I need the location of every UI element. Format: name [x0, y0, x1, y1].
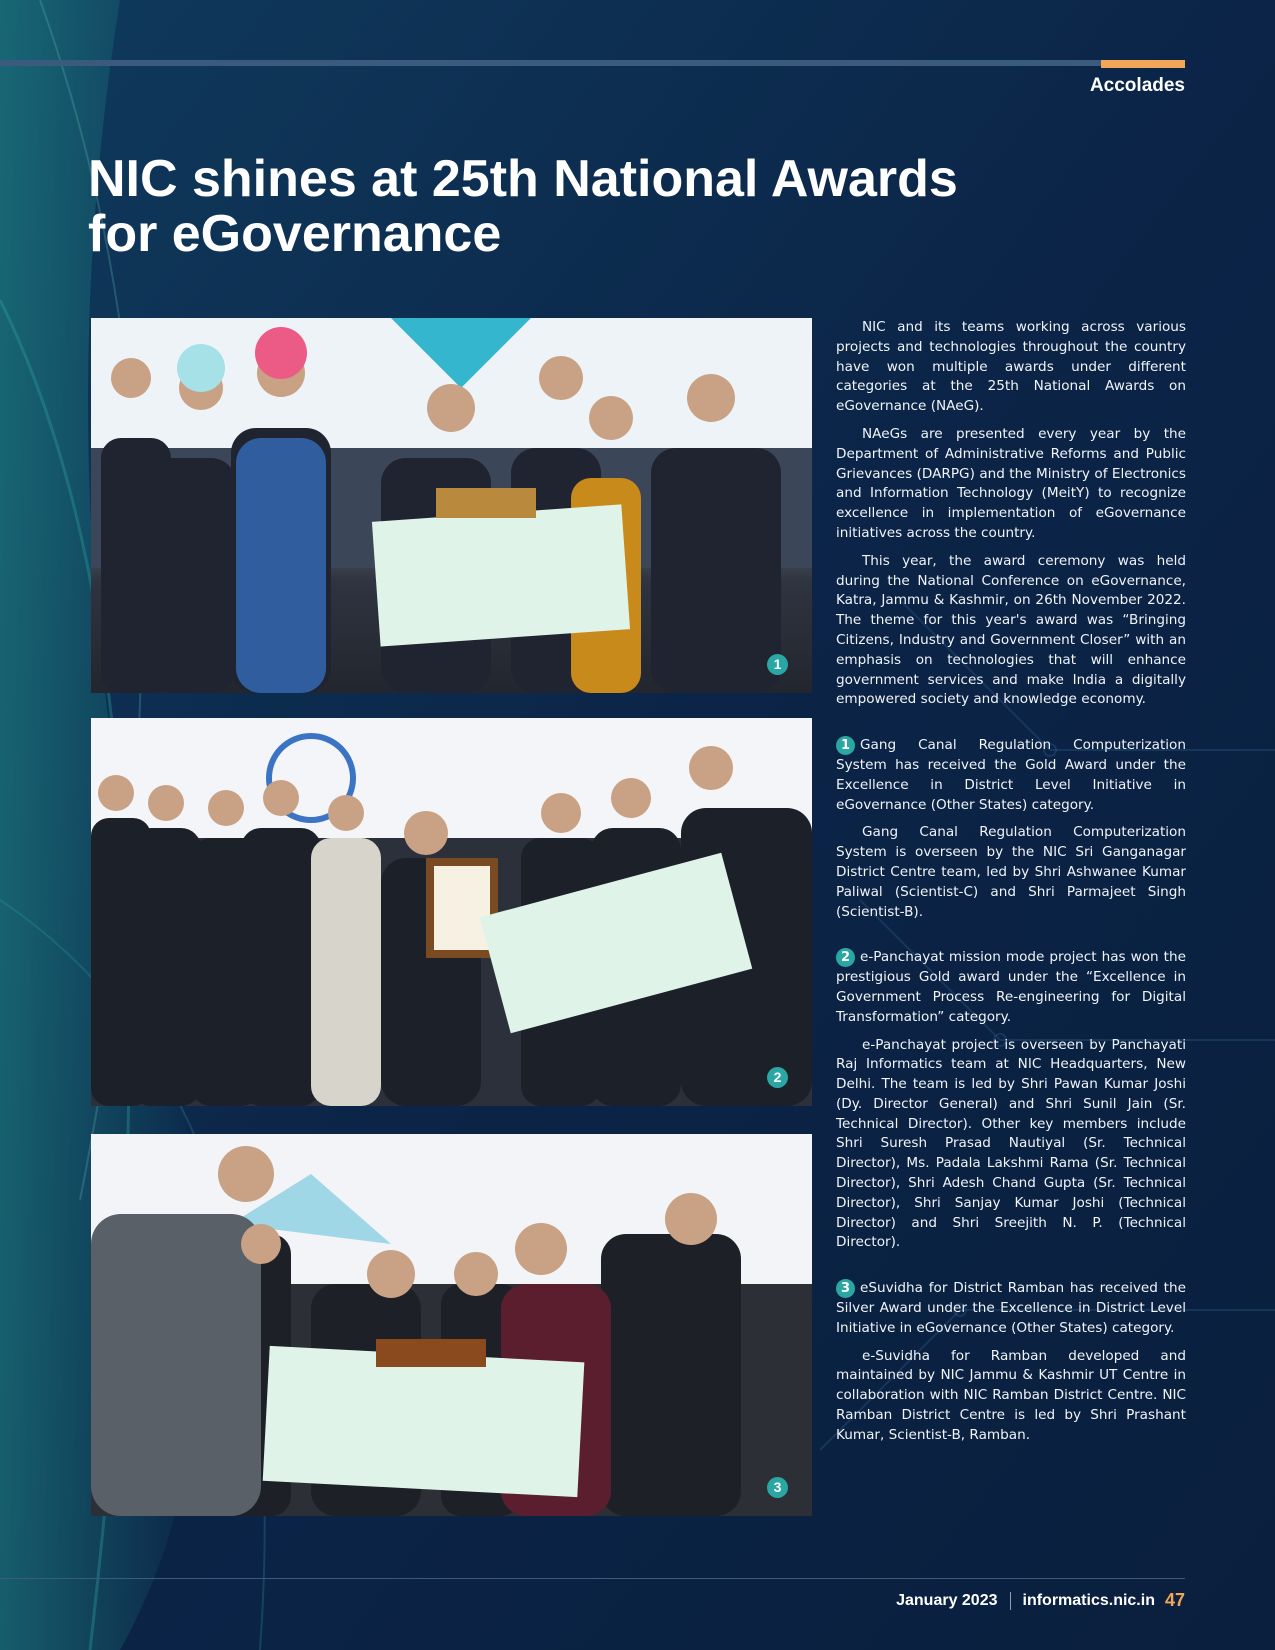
- award-photo-3: [91, 1134, 812, 1516]
- award-3-headline: [836, 1279, 1186, 1338]
- footer-date: January 2023: [896, 1591, 998, 1609]
- top-accent-bar: [1101, 60, 1185, 68]
- award-photo-2: [91, 718, 812, 1106]
- photo-3-number-badge: 3: [767, 1477, 788, 1498]
- award-2-headline-text: e-Panchayat mission mode project has won the prestigious Gold award under the “Excellence in Government Process Re-engineering for Digital Transformation” category.: [836, 949, 1186, 1025]
- photo-2-scene: [91, 718, 812, 1106]
- intro-paragraph-2: NAeGs are presented every year by the Department of Administrative Reforms and Public Grievances (DARPG) and the Ministry of Electronics and Information Technology (MeitY) to recognize excellence in implementation of eGovernance initiatives across the country.: [836, 425, 1186, 541]
- award-1-headline: [836, 736, 1186, 815]
- award-1-detail: Gang Canal Regulation Computerization System is overseen by the NIC Sri Ganganagar District Centre team, led by Shri Ashwanee Kumar Paliwal (Scientist-C) and Shri Parmajeet Singh (Scientist-B).: [836, 824, 1186, 920]
- intro-paragraph-1: NIC and its teams working across various projects and technologies throughout the country have won multiple awards under different categories at the 25th National Awards on eGovernance (NAeG).: [836, 319, 1186, 415]
- intro-paragraph-3: This year, the award ceremony was held during the National Conference on eGovernance, Katra, Jammu & Kashmir, on 26th November 2022. The theme for this year's award was “Bringing Citizens, Industry and Government Closer” with an emphasis on technologies that will enhance government services and make India a digitally empowered society and knowledge economy.: [836, 552, 1186, 708]
- award-1-number-badge: 1: [836, 736, 855, 755]
- award-3-number-badge: 3: [836, 1279, 855, 1298]
- award-2-number-badge: 2: [836, 948, 855, 967]
- section-label: Accolades: [1089, 75, 1185, 96]
- award-2-detail: e-Panchayat project is overseen by Panchayati Raj Informatics team at NIC Headquarters, New Delhi. The team is led by Shri Pawan Kumar Joshi (Dy. Director General) and Shri Sunil Jain (Sr. Technical Director). Other key members include Shri Suresh Prasad Nautiyal (Sr. Technical Director), Ms. Padala Lakshmi Rama (Sr. Technical Director), Shri Adesh Chand Gupta (Sr. Technical Director), Shri Sanjay Kumar Joshi (Technical Director) and Shri Sreejith N. P. (Technical Director).: [836, 1036, 1186, 1251]
- page-footer: [896, 1590, 1185, 1611]
- award-1-headline-text: Gang Canal Regulation Computerization System has received the Gold Award under the Excellence in District Level Initiative in eGovernance (Other States) category.: [836, 737, 1186, 813]
- award-2-headline: [836, 948, 1186, 1027]
- photo-1-scene: [91, 318, 812, 693]
- photo-3-scene: [91, 1134, 812, 1516]
- award-3-detail: e-Suvidha for Ramban developed and maintained by NIC Jammu & Kashmir UT Centre in collaboration with NIC Ramban District Centre. NIC Ramban District Centre is led by Shri Prashant Kumar, Scientist-B, Ramban.: [836, 1347, 1186, 1443]
- article-body: [836, 318, 1186, 1454]
- title-line-1: NIC shines at 25th National Awards: [88, 150, 958, 208]
- footer-site-link[interactable]: informatics.nic.in: [1022, 1591, 1155, 1609]
- photo-1-number-badge: 1: [767, 654, 788, 675]
- footer-separator: [1010, 1592, 1011, 1610]
- footer-rule: [0, 1578, 1185, 1579]
- award-photo-1: [91, 318, 812, 693]
- photo-2-number-badge: 2: [767, 1067, 788, 1088]
- title-line-2: for eGovernance: [88, 205, 502, 263]
- page-number: 47: [1164, 1590, 1185, 1610]
- article-title: [88, 152, 988, 262]
- top-rule: [0, 60, 1185, 66]
- award-3-headline-text: eSuvidha for District Ramban has received the Silver Award under the Excellence in District Level Initiative in eGovernance (Other States) category.: [836, 1280, 1186, 1336]
